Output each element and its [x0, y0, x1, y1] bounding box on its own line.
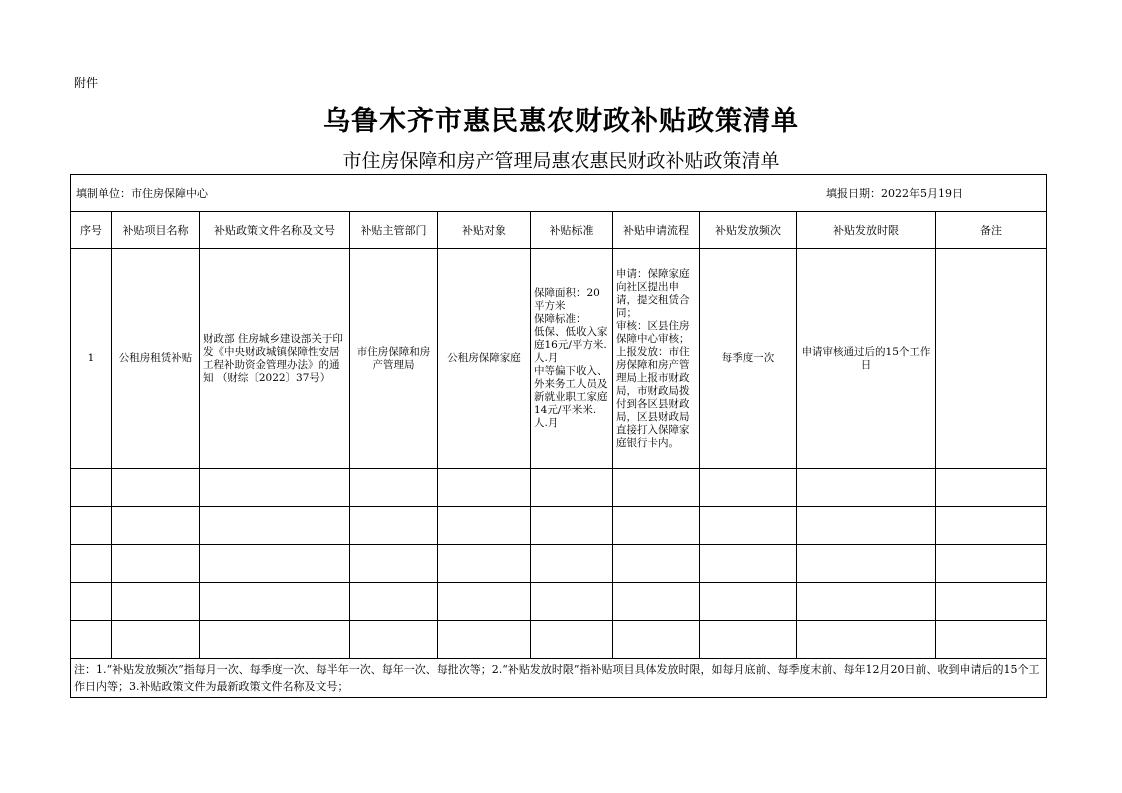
- column-header: 补贴主管部门: [350, 212, 438, 249]
- table-row: [71, 249, 1047, 469]
- attachment-label: 附件: [74, 76, 99, 90]
- cell-department: 市住房保障和房产管理局: [350, 249, 438, 469]
- empty-row: [71, 621, 1047, 659]
- column-header: 补贴政策文件名称及文号: [200, 212, 350, 249]
- cell-remark: [936, 249, 1047, 469]
- form-info-row: [71, 175, 1047, 212]
- column-header: 补贴标准: [531, 212, 613, 249]
- cell-target: 公租房保障家庭: [438, 249, 531, 469]
- empty-row: [71, 583, 1047, 621]
- cell-policy-doc: 财政部 住房城乡建设部关于印发《中央财政城镇保障性安居工程补助资金管理办法》的通知 （财综〔2022〕37号）: [200, 249, 350, 469]
- column-header: 补贴对象: [438, 212, 531, 249]
- empty-row: [71, 469, 1047, 507]
- column-header: 序号: [71, 212, 112, 249]
- cell-frequency: 每季度一次: [700, 249, 797, 469]
- column-header: 补贴发放时限: [797, 212, 936, 249]
- table-header-row: [71, 212, 1047, 249]
- cell-no: 1: [71, 249, 112, 469]
- page-subtitle: 市住房保障和房产管理局惠农惠民财政补贴政策清单: [342, 150, 780, 172]
- fill-date: 填报日期：2022年5月19日: [826, 187, 964, 200]
- fill-unit: 填制单位：市住房保障中心: [76, 187, 208, 200]
- page-title: 乌鲁木齐市惠民惠农财政补贴政策清单: [323, 106, 799, 137]
- cell-project: 公租房租赁补贴: [112, 249, 200, 469]
- column-header: 补贴发放频次: [700, 212, 797, 249]
- empty-row: [71, 507, 1047, 545]
- cell-process: 申请：保障家庭向社区提出申请，提交租赁合同； 审核：区县住房保障中心审核； 上报发放：市住房保障和房产管理局上报市财政局，市财政局拨付到各区县财政局，区县财政局直接打入保障家庭银行卡内。: [613, 249, 700, 469]
- subsidy-policy-table: [70, 174, 1047, 698]
- cell-standard: 保障面积：20平方米 保障标准： 低保、低收入家庭16元/平方米.人.月 中等偏下收入、外来务工人员及新就业职工家庭14元/平米米.人.月: [531, 249, 613, 469]
- column-header: 补贴项目名称: [112, 212, 200, 249]
- cell-time-limit: 申请审核通过后的15个工作日: [797, 249, 936, 469]
- table-note: 注：1.“补贴发放频次”指每月一次、每季度一次、每半年一次、每年一次、每批次等；2.“补贴发放时限”指补贴项目具体发放时限，如每月底前、每季度末前、每年12月20日前、收到申请后的15个工作日内等；3.补贴政策文件为最新政策文件名称及文号；: [71, 659, 1047, 698]
- column-header: 备注: [936, 212, 1047, 249]
- empty-row: [71, 545, 1047, 583]
- column-header: 补贴申请流程: [613, 212, 700, 249]
